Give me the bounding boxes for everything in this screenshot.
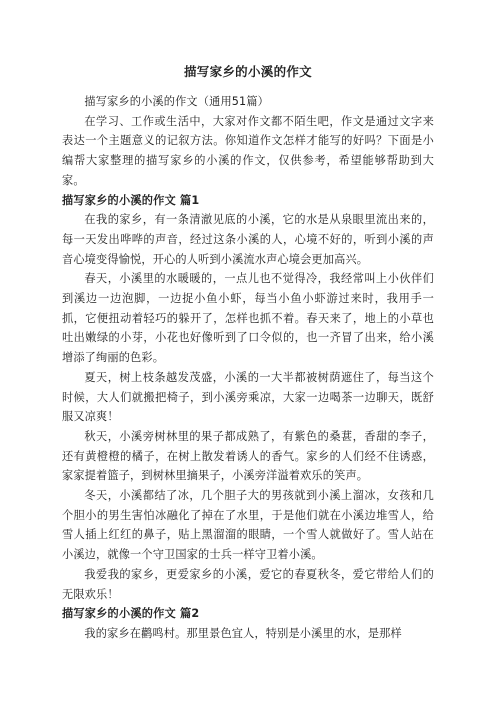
intro-subtitle: 描写家乡的小溪的作文（通用51篇） <box>84 95 269 108</box>
section-1-paragraph-4: 秋天，小溪旁树林里的果子都成熟了，有紫色的桑葚，香甜的李子，还有黄橙橙的橘子，在树上散发着诱人的香气。家乡的人们经不住诱惑，家家提着篮子，到树林里摘果子，小溪旁洋溢着欢乐的笑声。 <box>62 429 434 483</box>
section-1-paragraph-6: 我爱我的家乡，更爱家乡的小溪，爱它的春夏秋冬，爱它带给人们的无限欢乐！ <box>62 567 434 601</box>
section-1-paragraph-1: 在我的家乡，有一条清澈见底的小溪，它的水是从泉眼里流出来的，每一天发出哗哗的声音，经过这条小溪的人，心境不好的，听到小溪的声音心境变得愉悦，开心的人听到小溪流水声心境会更加高兴。 <box>62 213 434 266</box>
section-1-paragraph-2: 春天，小溪里的水暖暖的，一点儿也不觉得冷，我经常叫上小伙伴们到溪边一边泡脚，一边捉小鱼小虾，每当小鱼小虾游过来时，我用手一抓，它便扭动着轻巧的躲开了，怎样也抓不着。春天来了，地上的小草也吐出嫩绿的小芽，小花也好像听到了口令似的，也一齐冒了出来，给小溪增添了绚丽的色彩。 <box>62 272 434 365</box>
section-1-heading: 描写家乡的小溪的作文 篇1 <box>62 193 200 207</box>
section-2-heading: 描写家乡的小溪的作文 篇2 <box>62 607 200 621</box>
section-2-paragraph-1: 我的家乡在鹳鸣村。那里景色宜人，特别是小溪里的水，是那样 <box>84 626 402 640</box>
document-title: 描写家乡的小溪的作文 <box>183 64 312 79</box>
intro-paragraph: 在学习、工作或生活中，大家对作文都不陌生吧，作文是通过文字来表达一个主题意义的记叙方法。你知道作文怎样才能写的好吗？下面是小编帮大家整理的描写家乡的小溪的作文，仅供参考，希望能够帮助到大家。 <box>62 114 434 187</box>
section-1-paragraph-3: 夏天，树上枝条越发茂盛，小溪的一大半都被树荫遮住了，每当这个时候，大人们就搬把椅子，到小溪旁乘凉，大家一边喝茶一边聊天，既舒服又凉爽！ <box>62 370 434 424</box>
section-1-paragraph-5: 冬天，小溪都结了冰，几个胆子大的男孩就到小溪上溜冰，女孩和几个胆小的男生害怕冰融化了掉在了水里，于是他们就在小溪边堆雪人，给雪人插上红红的鼻子，贴上黑溜溜的眼睛，一个雪人就做好了。雪人站在小溪边，就像一个守卫国家的士兵一样守卫着小溪。 <box>62 489 434 562</box>
